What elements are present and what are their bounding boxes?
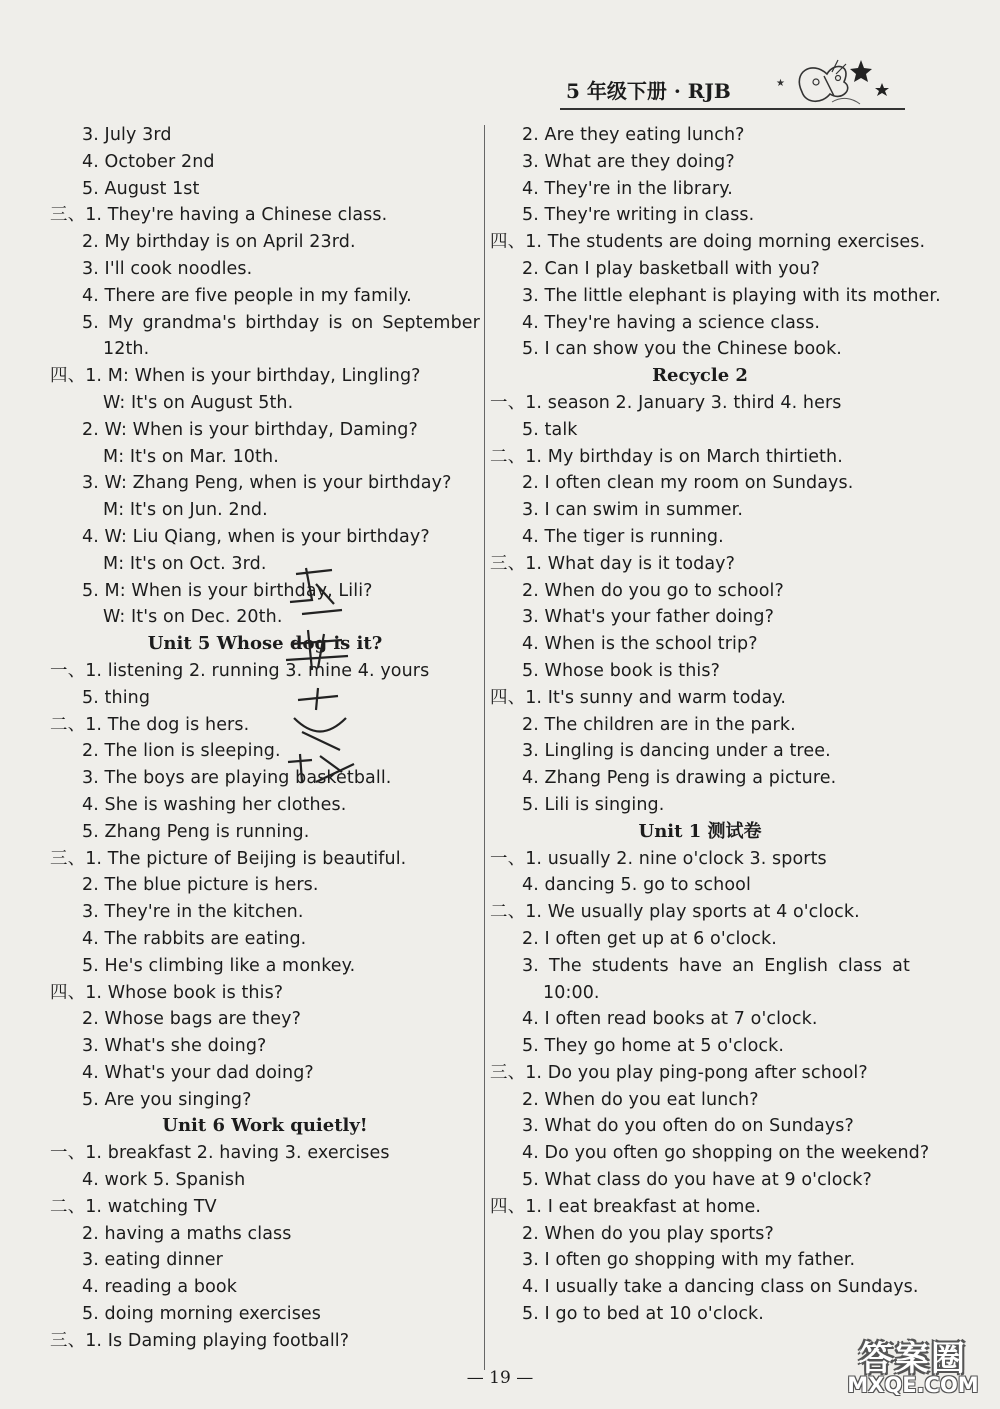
word: grandma's	[142, 312, 237, 333]
answer-line: 2. having a maths class	[82, 1223, 292, 1244]
answer-line: 5. I go to bed at 10 o'clock.	[522, 1304, 764, 1325]
answer-line: 一、1. breakfast 2. having 3. exercises	[50, 1143, 390, 1164]
answer-line: W: It's on August 5th.	[103, 392, 294, 413]
answer-line: 2. W: When is your birthday, Daming?	[82, 419, 418, 440]
answer-line: 5. Whose book is this?	[522, 660, 720, 681]
answer-line: 二、1. The dog is hers.	[50, 714, 250, 735]
word: September	[382, 312, 480, 333]
answer-line	[490, 953, 910, 980]
answer-line: 4. They're in the library.	[522, 178, 733, 199]
right-column	[490, 122, 941, 1328]
answer-line: 5. Are you singing?	[82, 1089, 252, 1110]
word: birthday	[245, 312, 320, 333]
answer-line: 2. When do you eat lunch?	[522, 1089, 759, 1110]
answer-line: 2. When do you play sports?	[522, 1223, 774, 1244]
answer-line: 2. Are they eating lunch?	[522, 125, 745, 145]
answer-line: 4. dancing 5. go to school	[522, 875, 751, 896]
answer-line: 3. The boys are playing basketball.	[82, 768, 392, 789]
page-header	[560, 72, 905, 110]
answer-line: 12th.	[103, 339, 150, 360]
answer-line: 5. Zhang Peng is running.	[82, 821, 310, 842]
answer-line: 5. They're writing in class.	[522, 205, 755, 226]
answer-line: 5. doing morning exercises	[82, 1304, 321, 1325]
answer-line: 3. W: Zhang Peng, when is your birthday?	[82, 473, 452, 494]
answer-line: 4. W: Liu Qiang, when is your birthday?	[82, 526, 430, 547]
answer-line: 4. The rabbits are eating.	[82, 928, 307, 949]
site-watermark	[838, 1331, 988, 1401]
answer-line: 4. October 2nd	[82, 151, 215, 172]
answer-line: 4. They're having a science class.	[522, 312, 821, 333]
answer-line: 2. My birthday is on April 23rd.	[82, 232, 356, 253]
answer-line: 5. He's climbing like a monkey.	[82, 955, 356, 976]
answer-line: 4. What's your dad doing?	[82, 1062, 314, 1083]
answer-line: 3. Lingling is dancing under a tree.	[522, 741, 831, 762]
word: class	[838, 955, 883, 976]
word: 3.	[522, 955, 539, 976]
answer-line: 3. July 3rd	[82, 125, 172, 145]
answer-line: 二、1. We usually play sports at 4 o'clock.	[490, 902, 860, 923]
answer-line: 4. She is washing her clothes.	[82, 794, 347, 815]
column-divider	[484, 125, 485, 1370]
answer-line: 3. What's your father doing?	[522, 607, 774, 628]
left-column	[50, 122, 480, 1355]
answer-line: 3. I can swim in summer.	[522, 500, 744, 521]
butterfly-decoration-icon	[772, 52, 902, 108]
word: 5.	[82, 312, 99, 333]
answer-line: 2. I often get up at 6 o'clock.	[522, 928, 777, 949]
answer-line: 三、1. What day is it today?	[490, 553, 736, 574]
section-heading: Unit 5 Whose dog is it?	[147, 633, 383, 655]
section-heading: Recycle 2	[652, 365, 748, 387]
section-heading: Unit 6 Work quietly!	[162, 1115, 368, 1137]
answer-line: 四、1. Whose book is this?	[50, 982, 284, 1003]
header-title: 5 年级下册 · RJB	[566, 79, 731, 103]
answer-line: 3. I'll cook noodles.	[82, 258, 253, 279]
answer-line: 5. M: When is your birthday, Lili?	[82, 580, 373, 601]
word: an	[732, 955, 755, 976]
answer-line: 5. thing	[82, 687, 151, 708]
word: is	[328, 312, 343, 333]
answer-line: 2. When do you go to school?	[522, 580, 784, 601]
answer-line: 3. They're in the kitchen.	[82, 902, 304, 923]
answer-line: 3. What are they doing?	[522, 151, 735, 172]
answer-line: 3. What's she doing?	[82, 1036, 267, 1057]
word: The	[548, 955, 582, 976]
answer-line: 一、1. usually 2. nine o'clock 3. sports	[490, 848, 827, 869]
answer-line: 一、1. listening 2. running 3. mine 4. yours	[50, 660, 430, 681]
answer-line: 3. eating dinner	[82, 1250, 223, 1271]
answer-line: 二、1. My birthday is on March thirtieth.	[490, 446, 843, 467]
answer-line: 5. Lili is singing.	[522, 794, 665, 815]
answer-line: 2. The blue picture is hers.	[82, 875, 319, 896]
answer-line: 5. I can show you the Chinese book.	[522, 339, 842, 360]
answer-line: 4. When is the school trip?	[522, 634, 758, 655]
answer-line: 5. They go home at 5 o'clock.	[522, 1036, 785, 1057]
answer-line: 三、1. Do you play ping-pong after school?	[490, 1062, 868, 1083]
answer-line: 4. There are five people in my family.	[82, 285, 412, 306]
answer-line: 四、1. M: When is your birthday, Lingling?	[50, 366, 421, 387]
watermark-logo-text: 答案圈	[859, 1339, 967, 1379]
answer-line: M: It's on Jun. 2nd.	[103, 500, 268, 521]
answer-line: M: It's on Oct. 3rd.	[103, 553, 267, 574]
answer-line: 四、1. The students are doing morning exercises.	[490, 232, 926, 253]
answer-line: 2. Whose bags are they?	[82, 1009, 301, 1030]
answer-line: 一、1. season 2. January 3. third 4. hers	[490, 392, 842, 413]
answer-line: 三、1. The picture of Beijing is beautiful.	[50, 848, 407, 869]
answer-line: 2. I often clean my room on Sundays.	[522, 473, 854, 494]
answer-line: 4. I often read books at 7 o'clock.	[522, 1009, 818, 1030]
word: on	[351, 312, 374, 333]
section-heading: Unit 1 测试卷	[638, 820, 762, 842]
answer-line: 四、1. It's sunny and warm today.	[490, 687, 787, 708]
answer-line: 3. The little elephant is playing with its mother.	[522, 285, 941, 306]
answer-line: 4. Do you often go shopping on the weekend?	[522, 1143, 930, 1164]
word: English	[764, 955, 829, 976]
answer-line: 5. talk	[522, 419, 578, 440]
answer-line: 4. Zhang Peng is drawing a picture.	[522, 768, 837, 789]
svg-text:★: ★	[776, 78, 785, 89]
answer-line: M: It's on Mar. 10th.	[103, 446, 279, 467]
word: at	[892, 955, 910, 976]
answer-line	[50, 310, 480, 337]
answer-line: W: It's on Dec. 20th.	[103, 607, 283, 628]
word: have	[678, 955, 723, 976]
answer-line: 10:00.	[543, 982, 600, 1003]
page-number: — 19 —	[466, 1368, 534, 1388]
answer-line: 二、1. watching TV	[50, 1196, 217, 1217]
answer-line: 2. The lion is sleeping.	[82, 741, 281, 762]
word: My	[107, 312, 134, 333]
answer-line: 2. Can I play basketball with you?	[522, 258, 820, 279]
answer-line: 4. reading a book	[82, 1277, 237, 1298]
answer-line: 三、1. They're having a Chinese class.	[50, 205, 388, 226]
watermark-url: MXQE.COM	[847, 1373, 979, 1397]
answer-line: 三、1. Is Daming playing football?	[50, 1330, 350, 1351]
answer-line: 3. What do you often do on Sundays?	[522, 1116, 854, 1137]
answer-line: 5. What class do you have at 9 o'clock?	[522, 1170, 872, 1191]
word: students	[591, 955, 669, 976]
answer-line: 四、1. I eat breakfast at home.	[490, 1196, 762, 1217]
answer-line: 5. August 1st	[82, 178, 200, 199]
answer-line: 3. I often go shopping with my father.	[522, 1250, 856, 1271]
answer-line: 2. The children are in the park.	[522, 714, 796, 735]
answer-line: 4. The tiger is running.	[522, 526, 724, 547]
answer-line: 4. work 5. Spanish	[82, 1170, 246, 1191]
answer-line: 4. I usually take a dancing class on Sundays.	[522, 1277, 919, 1298]
